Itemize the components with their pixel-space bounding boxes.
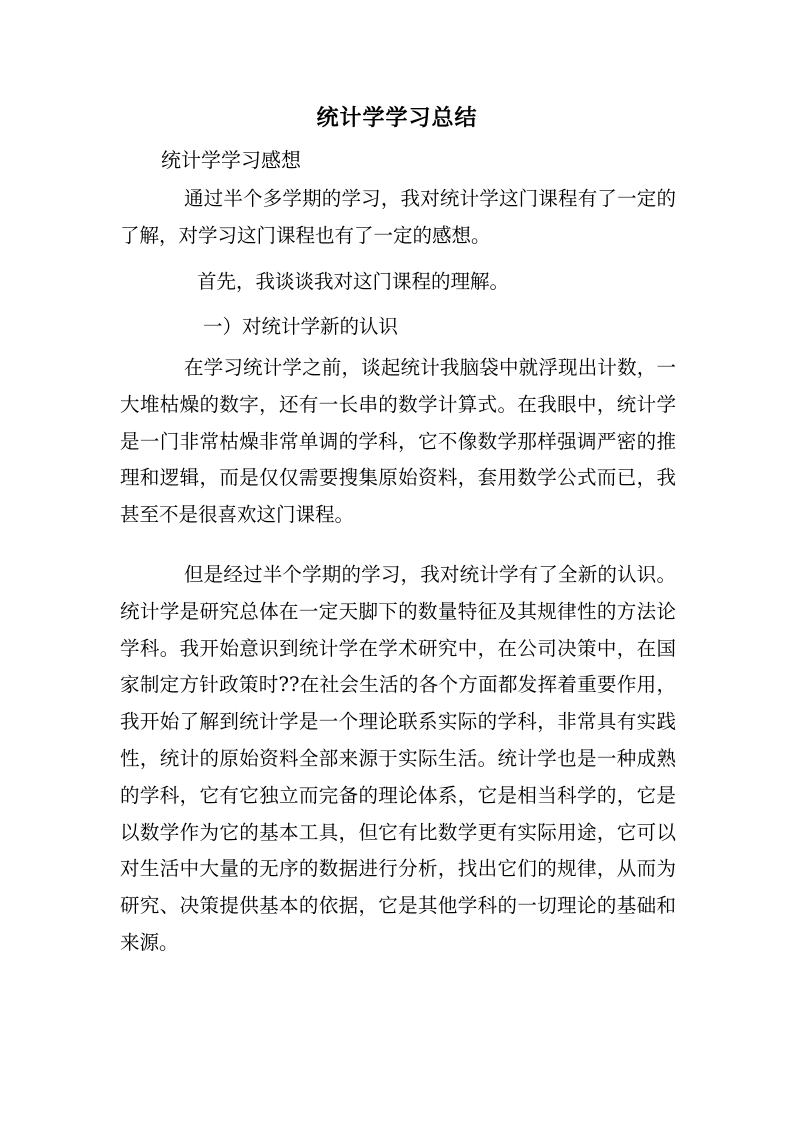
section-heading: 一）对统计学新的认识: [203, 315, 399, 338]
paragraph-after-study: 但是经过半个学期的学习，我对统计学有了全新的认识。统计学是研究总体在一定天脚下的数量特征及其规律性的方法论学科。我开始意识到统计学在学术研究中，在公司决策中，在国家制定方针政策时??在社会生活的各个方面都发挥着重要作用，我开始了解到统计学是一个理论联系实际的学科，非常具有实践性，统计的原始资料全部来源于实际生活。统计学也是一种成熟的学科，它有它独立而完备的理论体系，它是相当科学的，它是以数学作为它的基本工具，但它有比数学更有实际用途，它可以对生活中大量的无序的数据进行分析，找出它们的规律，从而为研究、决策提供基本的依据，它是其他学科的一切理论的基础和来源。: [120, 563, 676, 954]
document-subtitle: 统计学学习感想: [161, 148, 301, 172]
paragraph-first-point: 首先，我谈谈我对这门课程的理解。: [197, 270, 510, 293]
document-title: 统计学学习总结: [316, 105, 478, 131]
paragraph-intro: 通过半个多学期的学习，我对统计学这门课程有了一定的了解，对学习这门课程也有了一定的感想。: [120, 187, 676, 247]
paragraph-before-study: 在学习统计学之前，谈起统计我脑袋中就浮现出计数，一大堆枯燥的数字，还有一长串的数学计算式。在我眼中，统计学是一门非常枯燥非常单调的学科，它不像数学那样强调严密的推理和逻辑，而是仅仅需要搜集原始资料，套用数学公式而已，我甚至不是很喜欢这门课程。: [120, 356, 676, 527]
